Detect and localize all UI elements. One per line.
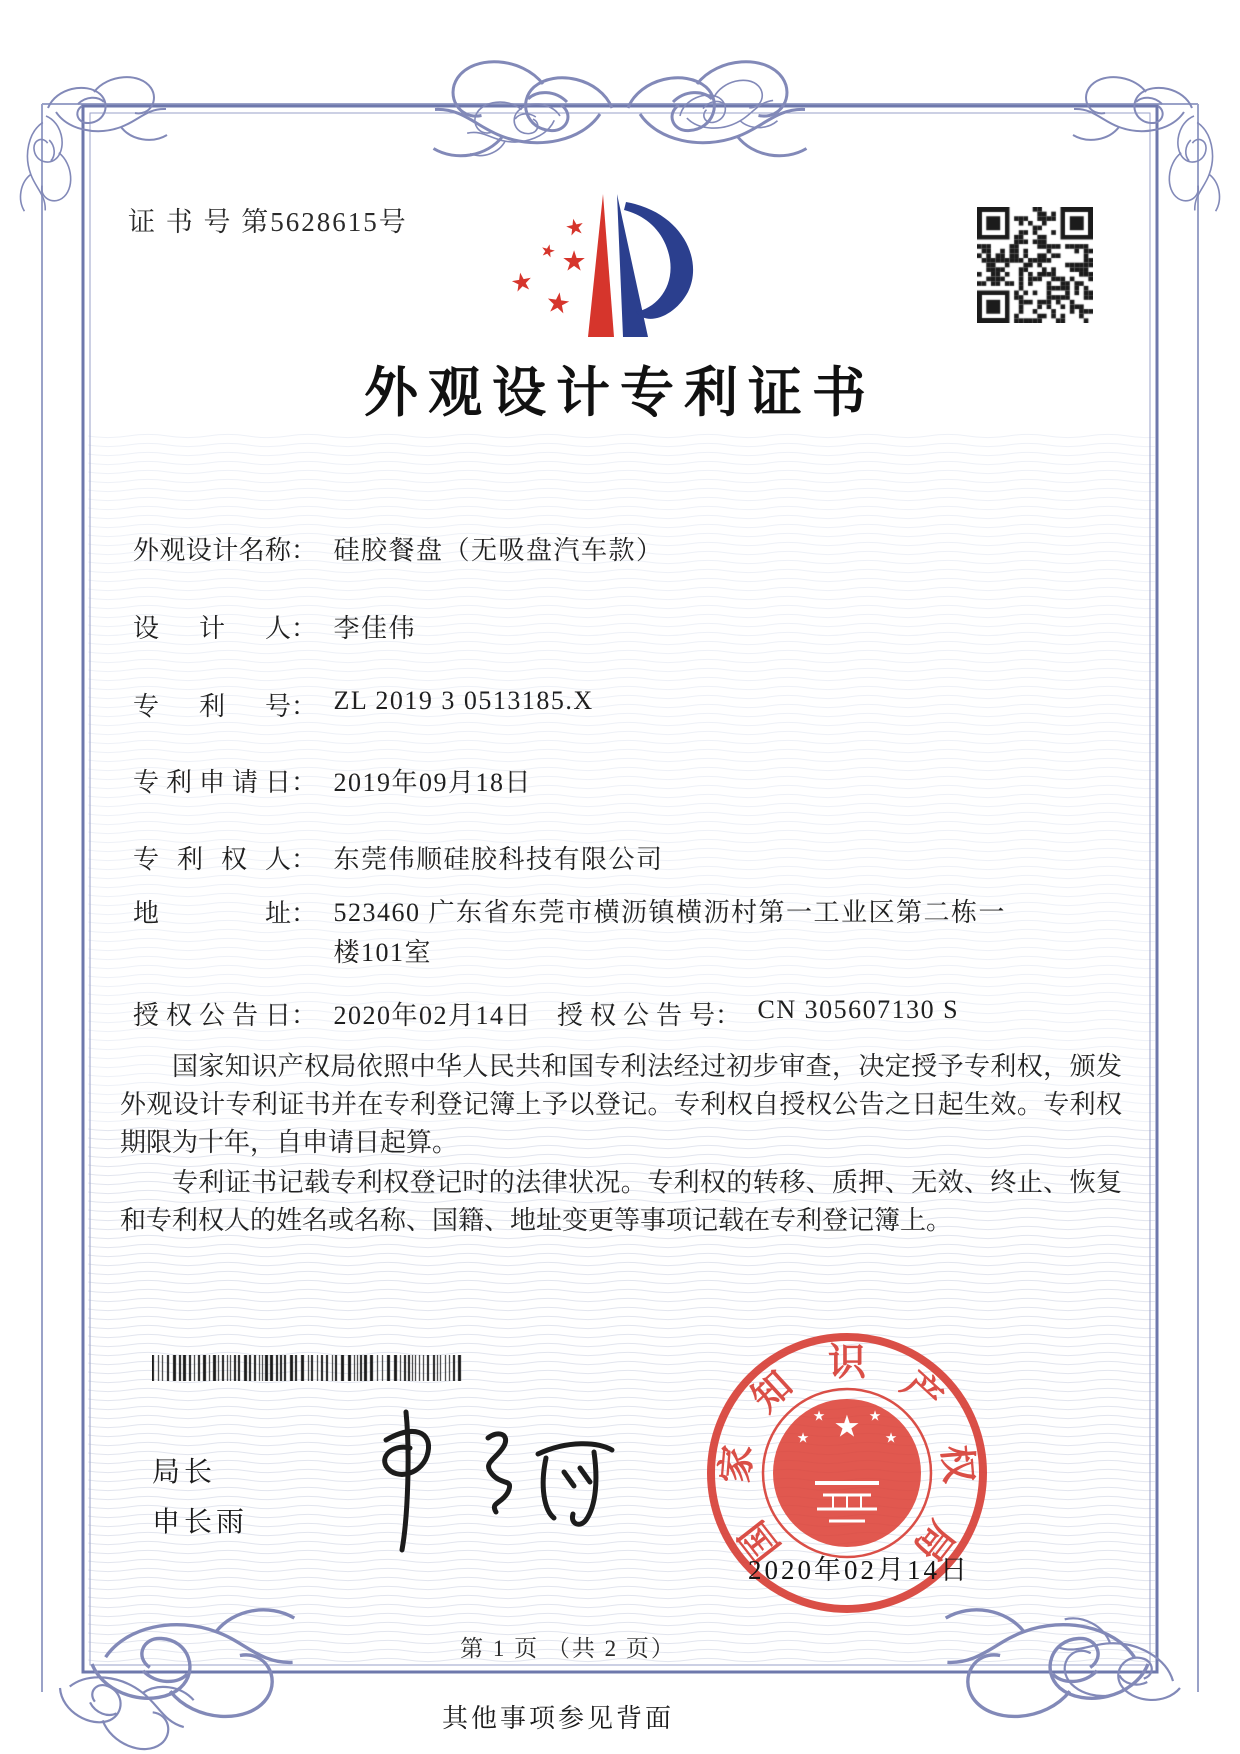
director-name: 申长雨 — [152, 1507, 249, 1538]
svg-text:★: ★ — [561, 246, 587, 278]
page-number: 第 1 页 （共 2 页） — [460, 1636, 676, 1661]
svg-text:★: ★ — [538, 239, 558, 263]
svg-text:★: ★ — [833, 1410, 861, 1444]
field-value: 东莞伟顺硅胶科技有限公司 — [333, 845, 664, 874]
field-value: 硅胶餐盘（无吸盘汽车款） — [333, 536, 664, 565]
field-label: 地址 — [133, 899, 291, 928]
grant-number-label: 授权公告号 — [557, 1001, 715, 1030]
svg-text:★: ★ — [812, 1409, 826, 1425]
director-title: 局长 — [152, 1457, 217, 1488]
legal-paragraph-1: 国家知识产权局依照中华人民共和国专利法经过初步审查，决定授予专利权，颁发外观设计专利证书并在专利登记簿上予以登记。专利权自授权公告之日起生效。专利权期限为十年，自申请日起算。 — [120, 1052, 1122, 1157]
field-patentee: 专利权人： 东莞伟顺硅胶科技有限公司 — [133, 839, 664, 876]
field-patent-number: 专利号： ZL 2019 3 0513185.X — [133, 686, 594, 721]
field-label: 专利权人 — [133, 845, 291, 874]
grant-row: 授权公告日： 2020年02月14日 授权公告号： CN 305607130 S — [133, 995, 960, 1030]
field-label: 专利申请日 — [133, 768, 291, 797]
field-value: ZL 2019 3 0513185.X — [333, 686, 594, 715]
back-note: 其他事项参见背面 — [441, 1704, 674, 1733]
svg-text:★: ★ — [796, 1431, 810, 1447]
svg-text:权: 权 — [934, 1443, 980, 1485]
field-filing-date: 专利申请日： 2019年09月18日 — [133, 762, 532, 799]
svg-text:家: 家 — [714, 1443, 760, 1485]
certificate-number: 证 书 号 第5628615号 — [128, 207, 408, 237]
grant-date-label: 授权公告日 — [133, 1001, 291, 1030]
field-label: 专利号 — [133, 692, 291, 721]
grant-date: 2020年02月14日 — [333, 1001, 533, 1030]
svg-text:★: ★ — [884, 1431, 898, 1447]
logo-red-spike — [588, 194, 614, 337]
svg-text:产: 产 — [893, 1363, 950, 1421]
grant-number: CN 305607130 S — [757, 995, 960, 1024]
legal-paragraph-2: 专利证书记载专利权登记时的法律状况。专利权的转移、质押、无效、终止、恢复和专利权人的姓名或名称、国籍、地址变更等事项记载在专利登记簿上。 — [120, 1168, 1122, 1235]
director-signature — [340, 1408, 620, 1558]
svg-text:★: ★ — [508, 267, 536, 299]
svg-text:知: 知 — [744, 1363, 801, 1421]
field-address: 地址： 523460 广东省东莞市横沥镇横沥村第一工业区第二栋一 楼101室 — [133, 893, 1006, 973]
svg-text:识: 识 — [827, 1342, 867, 1384]
field-design-name: 外观设计名称： 硅胶餐盘（无吸盘汽车款） — [133, 530, 664, 567]
seal-date: 2020年02月14日 — [748, 1555, 970, 1585]
certificate-title: 外观设计专利证书 — [364, 363, 876, 423]
cnipa-logo — [440, 182, 710, 344]
legal-text — [120, 1048, 1122, 1240]
logo-stars — [509, 213, 588, 321]
field-value: 李佳伟 — [333, 614, 417, 643]
grant-number-group: 授权公告号： CN 305607130 S — [557, 995, 960, 1030]
field-value: 523460 广东省东莞市横沥镇横沥村第一工业区第二栋一 楼101室 — [333, 898, 1007, 967]
field-designer: 设计人： 李佳伟 — [133, 608, 416, 645]
qr-code — [977, 207, 1093, 323]
svg-text:★: ★ — [868, 1409, 882, 1425]
barcode — [152, 1355, 462, 1381]
svg-text:国: 国 — [732, 1512, 789, 1569]
field-value: 2019年09月18日 — [333, 768, 533, 797]
field-label: 外观设计名称 — [133, 536, 291, 565]
svg-text:★: ★ — [543, 286, 573, 322]
field-label: 设计人 — [133, 614, 291, 643]
svg-text:★: ★ — [562, 212, 588, 242]
svg-text:局: 局 — [905, 1512, 962, 1569]
